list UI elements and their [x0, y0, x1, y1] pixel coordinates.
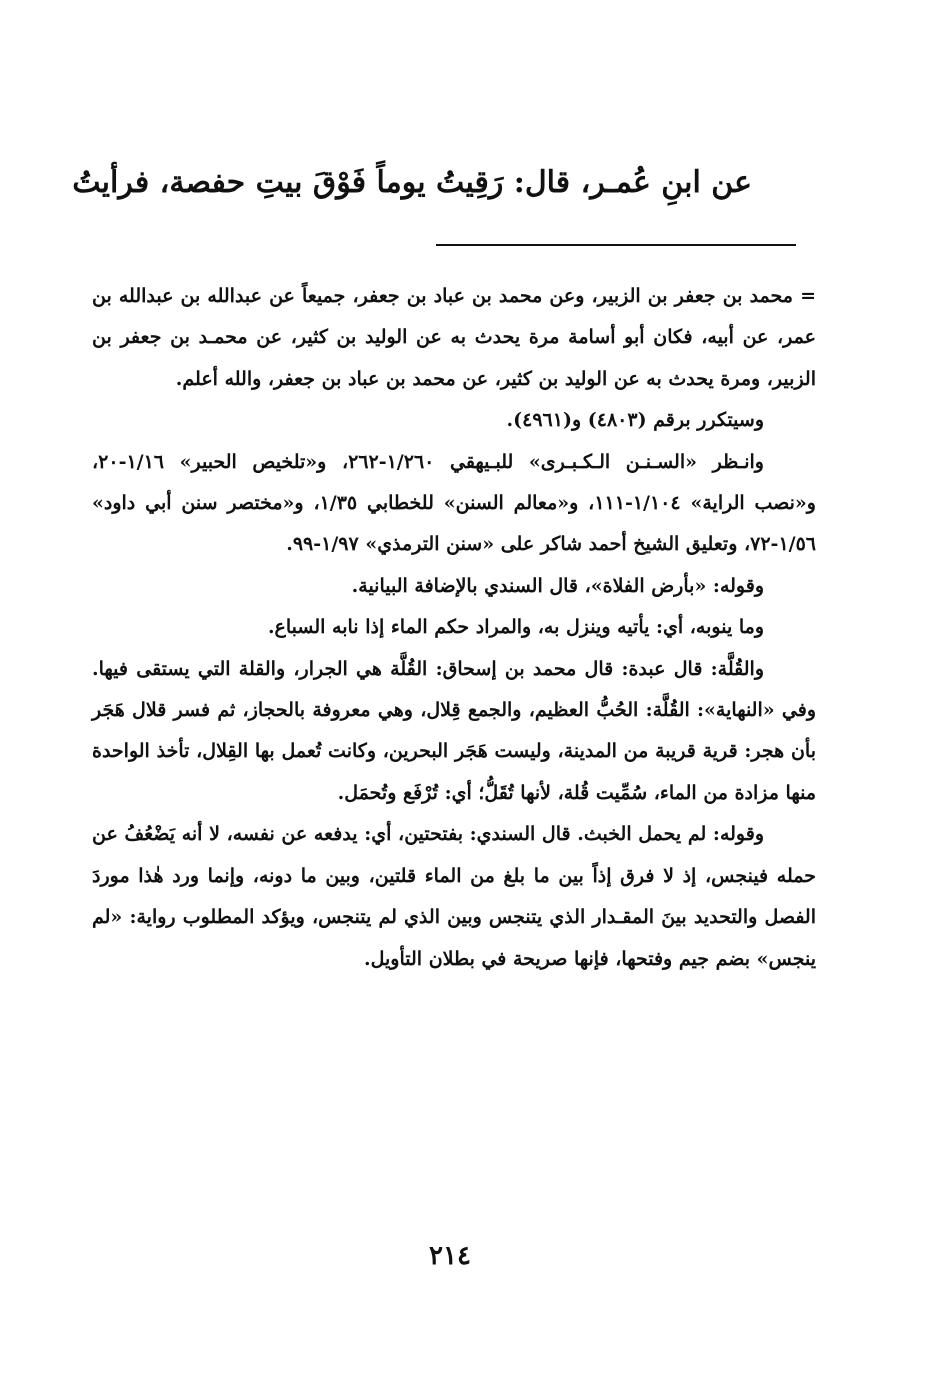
footnote-paragraph: والقُلَّة: قال عبدة: قال محمد بن إسحاق: القُلَّة هي الجرار، والقلة التي يستقى فيها. وفي «النهاية»: القُلَّة: الحُبُّ العظيم، والجمع قِلال، وهي معروفة بالحجاز، ثم فسر قلال هَجَر بأن هجر: قرية قريبة من المدينة، وليست هَجَر البحرين، وكانت تُعمل بها القِلال، تأخذ الواحدة منها مزادة من الماء، سُمِّيت قُلة، لأنها تُقَلُّ؛ أي: تُرْفَع وتُحمَل. [92, 657, 816, 804]
footnotes-block [92, 276, 816, 980]
footnote-paragraph: وما ينوبه، أي: يأتيه وينزل به، والمراد حكم الماء إذا نابه السباع. [267, 616, 764, 639]
footnote-separator-rule [436, 244, 796, 246]
footnote-paragraph: وسيتكرر برقم (٤٨٠٣) و(٤٩٦١). [506, 409, 764, 432]
main-text-line: عن ابنِ عُمـر، قال: رَقِيتُ يوماً فَوْقَ بيتِ حفصة، فرأيتُ [72, 165, 752, 200]
footnote-paragraph: وقوله: لم يحمل الخبث. قال السندي: بفتحتين، أي: يدفعه عن نفسه، لا أنه يَضْعُفُ عن حمله فينجس، إذ لا فرق إذاً بين ما بلغ من الماء قلتين، وبين ما دونه، وإنما ورد هٰذا موردَ الفصل والتحديد بينَ المقـدار الذي يتنجس وبين الذي لم يتنجس، ويؤكد المطلوب رواية: «لم ينجس» بضم جيم وفتحها، فإنها صريحة في بطلان التأويل. [92, 823, 816, 970]
footnote-paragraph-continuation: = محمد بن جعفر بن الزبير، وعن محمد بن عباد بن جعفر، جميعاً عن عبدالله بن عبدالله بن عمر، عن أبيه، فكان أبو أسامة مرة يحدث به عن الوليد بن كثير، عن محمـد بن جعفر بن الزبير، ومرة يحدث به عن الوليد بن كثير، عن محمد بن عباد بن جعفر، والله أعلم. [92, 285, 816, 390]
footnote-paragraph: وانـظر «السـنـن الـكـبـرى» للبـيهقي ١/٢٦٠-٢٦٢، و«تلخيص الحبير» ١/١٦-٢٠، و«نصب الراية» ١/١٠٤-١١١، و«معالم السنن» للخطابي ١/٣٥، و«مختصر سنن أبي داود» ١/٥٦-٧٢، وتعليق الشيخ أحمد شاكر على «سنن الترمذي» ١/٩٧-٩٩. [92, 450, 816, 556]
footnote-paragraph: وقوله: «بأرض الفلاة»، قال السندي بالإضافة البيانية. [351, 574, 764, 597]
page-number: ٢١٤ [429, 1241, 471, 1271]
